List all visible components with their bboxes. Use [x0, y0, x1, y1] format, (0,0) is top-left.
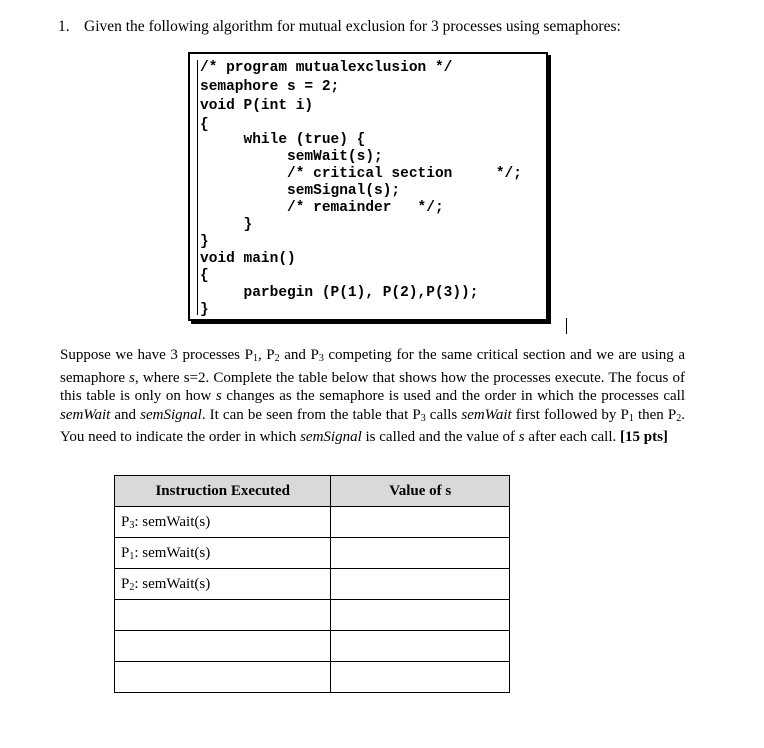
- call-text: : semWait(s): [134, 575, 211, 592]
- text-run: . It can be seen from the table that P: [201, 406, 421, 423]
- table-header-row: [115, 476, 510, 507]
- value-cell[interactable]: [331, 600, 510, 631]
- italic-term: s: [129, 369, 135, 386]
- instruction-cell[interactable]: [115, 600, 331, 631]
- text-run: . You need to indicate the order in which: [60, 406, 685, 446]
- table-row: [115, 631, 510, 662]
- question-text: Given the following algorithm for mutual exclusion for 3 processes using semaphores:: [84, 18, 621, 35]
- italic-term: semWait: [60, 406, 111, 423]
- points-label: [15 pts]: [620, 429, 668, 446]
- text-run: changes as the semaphore is used and the order in which the processes call: [221, 388, 685, 405]
- code-line: semaphore s = 2;: [200, 79, 340, 95]
- text-run: is called and the value of: [361, 429, 519, 446]
- code-line: semSignal(s);: [200, 183, 401, 199]
- code-line: }: [200, 217, 253, 233]
- subscript: 1: [252, 353, 258, 364]
- text-run: , where s=2. Complete the table below that shows how the processes execute. The focus of this table is only on how: [60, 369, 685, 405]
- text-run: and: [110, 406, 141, 423]
- instruction-cell[interactable]: [115, 631, 331, 662]
- table-row: [115, 600, 510, 631]
- code-listing-inner: [197, 60, 542, 318]
- table-row: [115, 538, 510, 569]
- table-row: [115, 662, 510, 693]
- process-name: P: [121, 513, 130, 530]
- text-run: competing for the same critical section and we are using a semaphore: [60, 347, 686, 386]
- code-line: {: [200, 117, 209, 133]
- instruction-cell[interactable]: [115, 507, 331, 538]
- call-text: : semWait(s): [134, 544, 211, 561]
- subscript: 3: [129, 519, 135, 531]
- italic-term: s: [518, 429, 525, 446]
- question-number: 1.: [58, 18, 70, 35]
- subscript: 2: [274, 353, 280, 364]
- text-run: then P: [633, 406, 677, 423]
- code-line: semWait(s);: [200, 149, 383, 165]
- text-run: after each call.: [524, 429, 620, 446]
- instructions-paragraph: [60, 346, 685, 447]
- header-instruction: Instruction Executed: [115, 476, 331, 507]
- value-cell[interactable]: [331, 507, 510, 538]
- value-cell[interactable]: [331, 569, 510, 600]
- subscript: 2: [676, 412, 682, 424]
- code-line: }: [200, 234, 209, 250]
- subscript: 1: [628, 412, 634, 424]
- code-line: {: [200, 268, 209, 284]
- subscript: 3: [420, 412, 426, 424]
- header-value: Value of s: [331, 476, 510, 507]
- table-row: [115, 569, 510, 600]
- text-run: calls: [425, 406, 462, 423]
- code-line: /* remainder */;: [200, 200, 444, 216]
- code-line: while (true) {: [200, 132, 366, 148]
- instruction-cell[interactable]: [115, 662, 331, 693]
- subscript: 3: [318, 353, 324, 364]
- code-line: /* critical section */;: [200, 166, 522, 182]
- text-cursor: [566, 318, 567, 334]
- italic-term: s: [215, 388, 222, 405]
- instruction-cell[interactable]: [115, 569, 331, 600]
- text-run: first followed by P: [511, 406, 629, 423]
- text-run: , P: [257, 347, 275, 363]
- code-line: }: [200, 302, 209, 318]
- value-cell[interactable]: [331, 631, 510, 662]
- code-line: void main(): [200, 251, 296, 267]
- italic-term: semSignal: [140, 406, 202, 423]
- table-row: [115, 507, 510, 538]
- value-cell[interactable]: [331, 662, 510, 693]
- value-cell[interactable]: [331, 538, 510, 569]
- code-line: /* program mutualexclusion */: [200, 60, 453, 76]
- subscript: 1: [129, 550, 135, 562]
- question-heading: [58, 18, 621, 36]
- text-run: Suppose we have 3 processes P: [60, 347, 253, 363]
- subscript: 2: [129, 581, 135, 593]
- text-run: and P: [279, 347, 319, 363]
- italic-term: semWait: [461, 406, 512, 423]
- process-name: P: [121, 544, 130, 561]
- instruction-cell[interactable]: [115, 538, 331, 569]
- semaphore-table: [114, 475, 510, 693]
- code-line: parbegin (P(1), P(2),P(3));: [200, 285, 479, 301]
- process-name: P: [121, 575, 130, 592]
- code-listing: [188, 52, 548, 321]
- call-text: : semWait(s): [134, 513, 211, 530]
- code-line: void P(int i): [200, 98, 314, 114]
- italic-term: semSignal: [300, 429, 362, 446]
